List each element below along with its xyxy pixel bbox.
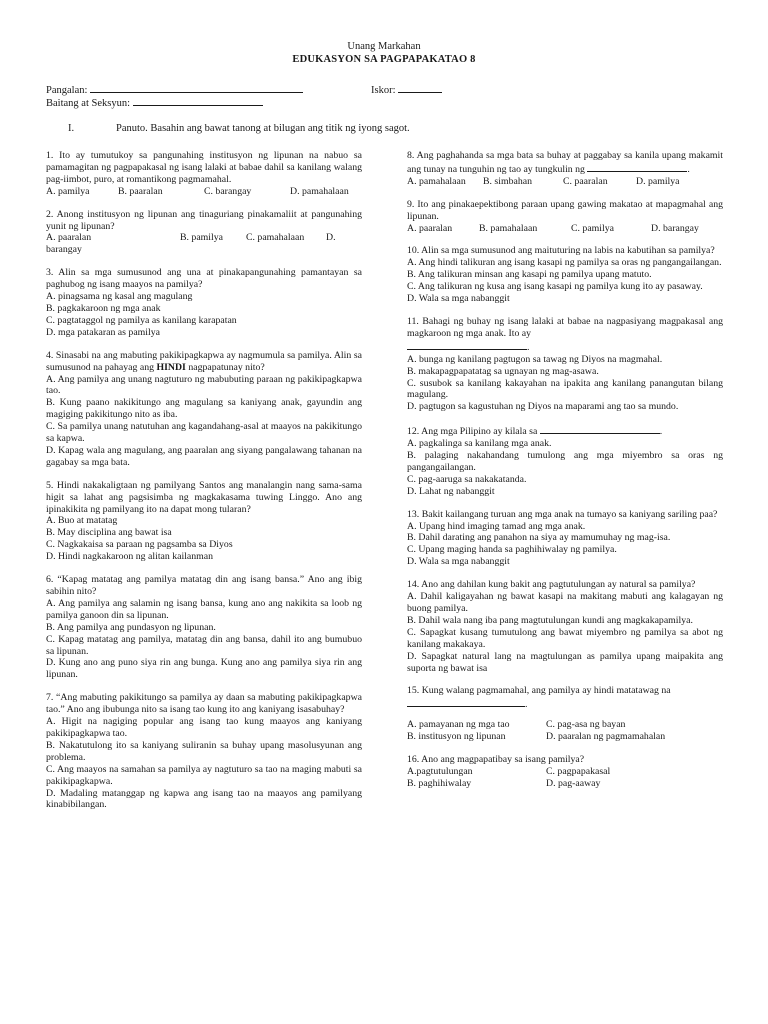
instruction-text: Panuto. Basahin ang bawat tanong at bilugan ang titik ng iyong sagot. bbox=[116, 123, 410, 134]
option-a[interactable]: A. Higit na nagiging popular ang isang tao kung maayos ang kaniyang pakikipagkapwa tao. bbox=[46, 716, 362, 739]
emphasis-word: HINDI bbox=[156, 361, 186, 373]
option-b[interactable]: B. pamahalaan bbox=[479, 222, 538, 234]
option-c[interactable]: C. pag-aaruga sa nakakatanda. bbox=[407, 473, 527, 485]
option-b[interactable]: B. Dahil wala nang iba pang magtutulungan kundi ang magkakapamilya. bbox=[407, 614, 693, 626]
option-b[interactable]: B. simbahan bbox=[483, 175, 532, 187]
instruction-number: I. bbox=[68, 123, 75, 134]
option-c[interactable]: C. Nagkakaisa sa paraan ng pagsamba sa Diyos bbox=[46, 539, 233, 551]
option-a[interactable]: A.pagtutulungan bbox=[407, 765, 473, 777]
answer-blank[interactable] bbox=[407, 697, 525, 707]
option-c[interactable]: C. Ang talikuran ng kusa ang isang kasapi ng pamilya kung ito ay pasaway. bbox=[407, 281, 703, 293]
answer-line: . bbox=[407, 697, 723, 711]
option-b[interactable]: B. paaralan bbox=[118, 185, 163, 197]
option-c[interactable]: C. pamilya bbox=[571, 222, 614, 234]
options-row bbox=[46, 232, 362, 244]
name-blank[interactable] bbox=[90, 83, 303, 93]
option-b[interactable]: B. Nakatutulong ito sa kaniyang suliranin sa buhay upang masolusyunan ang problema. bbox=[46, 739, 362, 763]
question-text-pre: 4. Sinasabi na ang mabuting pakikipagkapwa ay nagmumula sa pamilya. Alin sa sumusunod na pahayag ang bbox=[46, 349, 362, 373]
question-text: 2. Anong institusyon ng lipunan ang tinaguriang pinakamaliit at pangunahing yunit ng lipunan? bbox=[46, 208, 362, 232]
question-text: 8. Ang paghahanda sa mga bata sa buhay at paggabay sa kanila upang makamit ang tunay na tunguhin ng tao ay tungkulin ng . bbox=[407, 150, 723, 175]
option-b[interactable]: B. pamilya bbox=[180, 232, 223, 244]
question-8 bbox=[407, 150, 723, 188]
question-14 bbox=[407, 579, 723, 674]
option-c[interactable]: C. pamahalaan bbox=[246, 232, 305, 244]
answer-line: . bbox=[407, 340, 723, 354]
question-text-main: 12. Ang mga Pilipino ay kilala sa bbox=[407, 426, 538, 438]
option-a[interactable]: A. pamahalaan bbox=[407, 175, 466, 187]
instruction bbox=[68, 122, 410, 135]
option-d[interactable]: D. Wala sa mga nabanggit bbox=[407, 293, 510, 305]
option-d[interactable]: D. Kung ano ang puno siya rin ang bunga. Kung ano ang pamilya siya rin ang lipunan. bbox=[46, 657, 362, 681]
option-d[interactable]: D. Kapag wala ang magulang, ang paaralan ang siyang pangalawang tahanan na gagabay sa mga bata. bbox=[46, 444, 362, 468]
option-b[interactable]: B. institusyon ng lipunan bbox=[407, 731, 506, 743]
question-text: 9. Ito ang pinakaepektibong paraan upang gawing makatao at mapagmahal ang lipunan. bbox=[407, 198, 723, 222]
question-4 bbox=[46, 350, 362, 469]
option-a[interactable]: A. Ang pamilya ang unang nagtuturo ng mabubuting paraan ng pakikipagkapwa tao. bbox=[46, 373, 362, 397]
answer-blank[interactable] bbox=[407, 340, 527, 350]
grade-section-blank[interactable] bbox=[133, 96, 263, 106]
question-12 bbox=[407, 424, 723, 497]
question-2 bbox=[46, 209, 362, 257]
score-field bbox=[371, 83, 442, 97]
subject-title: EDUKASYON SA PAGPAPAKATAO 8 bbox=[292, 54, 476, 65]
question-text: 1. Ito ay tumutukoy sa pangunahing institusyon ng lipunan na nabuo sa pamamagitan ng pagpapakasal ng isang lalaki at babae dahil sa kanilang walang pag-iimbot, puro, at romantikong pagmamahal. bbox=[46, 150, 362, 185]
option-c[interactable]: C. pagtataggol ng pamilya as kanilang karapatan bbox=[46, 314, 237, 326]
option-c[interactable]: C. paaralan bbox=[563, 175, 608, 187]
option-a[interactable]: A. paaralan bbox=[46, 232, 92, 244]
option-b[interactable]: B. Dahil darating ang panahon na siya ay mamumuhay ng mag-isa. bbox=[407, 532, 671, 544]
options-row bbox=[407, 719, 723, 731]
question-text: 3. Alin sa mga sumusunod ang una at pinakapangunahing pamantayan sa paghubog ng isang maayos na pamilya? bbox=[46, 267, 362, 291]
option-d[interactable]: D. pamahalaan bbox=[290, 185, 349, 197]
options-row bbox=[407, 766, 723, 778]
option-c[interactable]: C. Sapagkat kusang tumutulong ang bawat miyembro ng pamilya sa abot ng kanilang makakaya. bbox=[407, 626, 723, 650]
question-7 bbox=[46, 692, 362, 811]
answer-blank[interactable] bbox=[587, 162, 687, 172]
question-6 bbox=[46, 574, 362, 681]
option-d[interactable]: D. Hindi nagkakaroon ng alitan kailanman bbox=[46, 551, 214, 563]
option-d[interactable]: D. Sapagkat natural lang na magtulungan as pamilya upang maipakita ang suporta ng bawat isa bbox=[407, 650, 723, 674]
option-b[interactable]: B. makapagpapatatag sa ugnayan ng mag-asawa. bbox=[407, 365, 599, 377]
grade-section-label: Baitang at Seksyun: bbox=[46, 98, 130, 109]
option-d[interactable]: D. Lahat ng nabanggit bbox=[407, 485, 495, 497]
option-c[interactable]: C. pagpapakasal bbox=[546, 765, 611, 777]
option-c[interactable]: C. susubok sa kanilang kakayahan na ipakita ang kanilang panangutan bilang magulang. bbox=[407, 377, 723, 401]
option-a[interactable]: A. Buo at matatag bbox=[46, 515, 118, 527]
option-c[interactable]: C. barangay bbox=[204, 185, 252, 197]
name-field bbox=[46, 83, 303, 97]
option-a[interactable]: A. pamilya bbox=[46, 185, 90, 197]
option-a[interactable]: A. pinagsama ng kasal ang magulang bbox=[46, 291, 193, 303]
option-d[interactable]: D. pag-aaway bbox=[546, 777, 601, 789]
question-text: 11. Bahagi ng buhay ng isang lalaki at babae na nagpasiyang magpakasal ang magkaroon ng mga anak. Ito ay bbox=[407, 315, 723, 339]
option-c[interactable]: C. Ang maayos na samahan sa pamilya ay nagtuturo sa tao na maging mabuti sa pakikipagkapwa. bbox=[46, 763, 362, 787]
option-a[interactable]: A. bunga ng kanilang pagtugon sa tawag ng Diyos na magmahal. bbox=[407, 353, 663, 365]
option-a[interactable]: A. pamayanan ng mga tao bbox=[407, 719, 510, 731]
option-c[interactable]: C. Upang maging handa sa paghihiwalay ng pamilya. bbox=[407, 544, 617, 556]
question-text: 5. Hindi nakakaligtaan ng pamilyang Santos ang manalangin nang sama-sama higit sa lahat ang pagsisimba ng magkakasama tuwing Linggo. Ano ang ipinakikita ng pamilyang ito na dapat mong tularan? bbox=[46, 479, 362, 515]
options-row bbox=[407, 223, 723, 235]
options-row bbox=[46, 186, 362, 198]
option-b[interactable]: B. palaging nakahandang tumulong ang mga miyembro sa oras ng pangangailangan. bbox=[407, 450, 723, 473]
question-text-main: 8. Ang paghahanda sa mga bata sa buhay at paggabay sa kanila upang makamit ang tunay na tunguhin ng tao ay tungkulin ng bbox=[407, 150, 723, 175]
option-d[interactable]: D. pagtugon sa kagustuhan ng Diyos na maparami ang tao sa mundo. bbox=[407, 401, 679, 413]
question-11 bbox=[407, 316, 723, 413]
question-text bbox=[46, 350, 362, 374]
name-label: Pangalan: bbox=[46, 85, 88, 96]
question-text-post: nagpapatunay nito? bbox=[185, 361, 265, 373]
option-c[interactable]: C. Kapag matatag ang pamilya, matatag din ang bansa, dahil ito ang bumubuo sa lipunan. bbox=[46, 633, 362, 657]
question-5 bbox=[46, 480, 362, 563]
option-a[interactable]: A. pagkalinga sa kanilang mga anak. bbox=[407, 438, 552, 450]
question-text: 16. Ano ang magpapatibay sa isang pamilya? bbox=[407, 754, 585, 766]
option-d[interactable]: D. paaralan ng pagmamahalan bbox=[546, 731, 666, 743]
option-d[interactable]: D. Madaling matanggap ng kapwa ang isang tao na maayos ang pamilyang kinabibilangan. bbox=[46, 787, 362, 811]
score-blank[interactable] bbox=[398, 83, 442, 93]
option-d[interactable]: D. pamilya bbox=[636, 175, 680, 187]
option-c[interactable]: C. Sa pamilya unang natutuhan ang kagandahang-asal at maayos na pakikitungo sa kapwa. bbox=[46, 421, 362, 445]
question-text: 15. Kung walang pagmamahal, ang pamilya ay hindi matatawag na bbox=[407, 685, 671, 697]
options-row bbox=[407, 731, 723, 743]
question-text: 14. Ano ang dahilan kung bakit ang pagtutulungan ay natural sa pamilya? bbox=[407, 579, 696, 591]
document-header bbox=[0, 40, 768, 66]
option-d[interactable]: D. bbox=[326, 232, 336, 244]
option-d[interactable]: D. mga patakaran as pamilya bbox=[46, 326, 160, 338]
question-3 bbox=[46, 267, 362, 338]
question-15 bbox=[407, 685, 723, 743]
option-b[interactable]: B. paghihiwalay bbox=[407, 777, 472, 789]
score-label: Iskor: bbox=[371, 85, 396, 96]
option-d[interactable]: D. barangay bbox=[651, 222, 699, 234]
option-a[interactable]: A. Ang pamilya ang salamin ng isang bansa, kung ano ang nakikita sa loob ng pamilya ganoon din sa lipunan. bbox=[46, 597, 362, 621]
options-row bbox=[407, 176, 723, 188]
question-10 bbox=[407, 245, 723, 305]
grade-section-field bbox=[46, 96, 263, 110]
option-b[interactable]: B. Ang talikuran minsan ang kasapi ng pamilya upang matuto. bbox=[407, 269, 652, 281]
option-a[interactable]: A. paaralan bbox=[407, 222, 453, 234]
options-row bbox=[407, 778, 723, 790]
questions-left-column bbox=[46, 150, 362, 822]
question-text: 6. “Kapag matatag ang pamilya matatag din ang isang bansa.” Ano ang ibig sabihin nito? bbox=[46, 574, 362, 597]
option-b[interactable]: B. pagkakaroon ng mga anak bbox=[46, 302, 161, 314]
option-a[interactable]: A. Dahil kaligayahan ng bawat kasapi na makitang mabuti ang kalagayan ng buong pamilya. bbox=[407, 591, 723, 614]
answer-blank[interactable] bbox=[540, 424, 660, 434]
questions-right-column bbox=[407, 150, 723, 801]
option-b[interactable]: B. Kung paano nakikitungo ang magulang sa kaniyang anak, gayundin ang magiging pakikitungo nito as iba. bbox=[46, 397, 362, 421]
quarter-title: Unang Markahan bbox=[347, 41, 421, 52]
option-b[interactable]: B. Ang pamilya ang pundasyon ng lipunan. bbox=[46, 621, 216, 633]
question-9 bbox=[407, 199, 723, 235]
question-text: 12. Ang mga Pilipino ay kilala sa . bbox=[407, 426, 663, 438]
option-a[interactable]: A. Upang hind imaging tamad ang mga anak. bbox=[407, 520, 586, 532]
option-d[interactable]: D. Wala sa mga nabanggit bbox=[407, 556, 510, 568]
option-b[interactable]: B. May disciplina ang bawat isa bbox=[46, 527, 172, 539]
question-text: 13. Bakit kailangang turuan ang mga anak na tumayo sa kaniyang sariling paa? bbox=[407, 508, 718, 520]
question-text: 7. “Ang mabuting pakikitungo sa pamilya ay daan sa mabuting pakikipagkapwa tao.” Ano ang ibubunga nito sa isang tao kung ito ang kaniyang isasabuhay? bbox=[46, 692, 362, 716]
question-text: 10. Alin sa mga sumusunod ang maituturing na labis na kabutihan sa pamilya? bbox=[407, 245, 715, 257]
question-1 bbox=[46, 150, 362, 198]
option-d-text[interactable]: barangay bbox=[46, 244, 82, 256]
option-a[interactable]: A. Ang hindi talikuran ang isang kasapi ng pamilya sa oras ng pangangailangan. bbox=[407, 257, 722, 269]
question-16 bbox=[407, 754, 723, 790]
question-13 bbox=[407, 509, 723, 569]
option-c[interactable]: C. pag-asa ng bayan bbox=[546, 719, 626, 731]
